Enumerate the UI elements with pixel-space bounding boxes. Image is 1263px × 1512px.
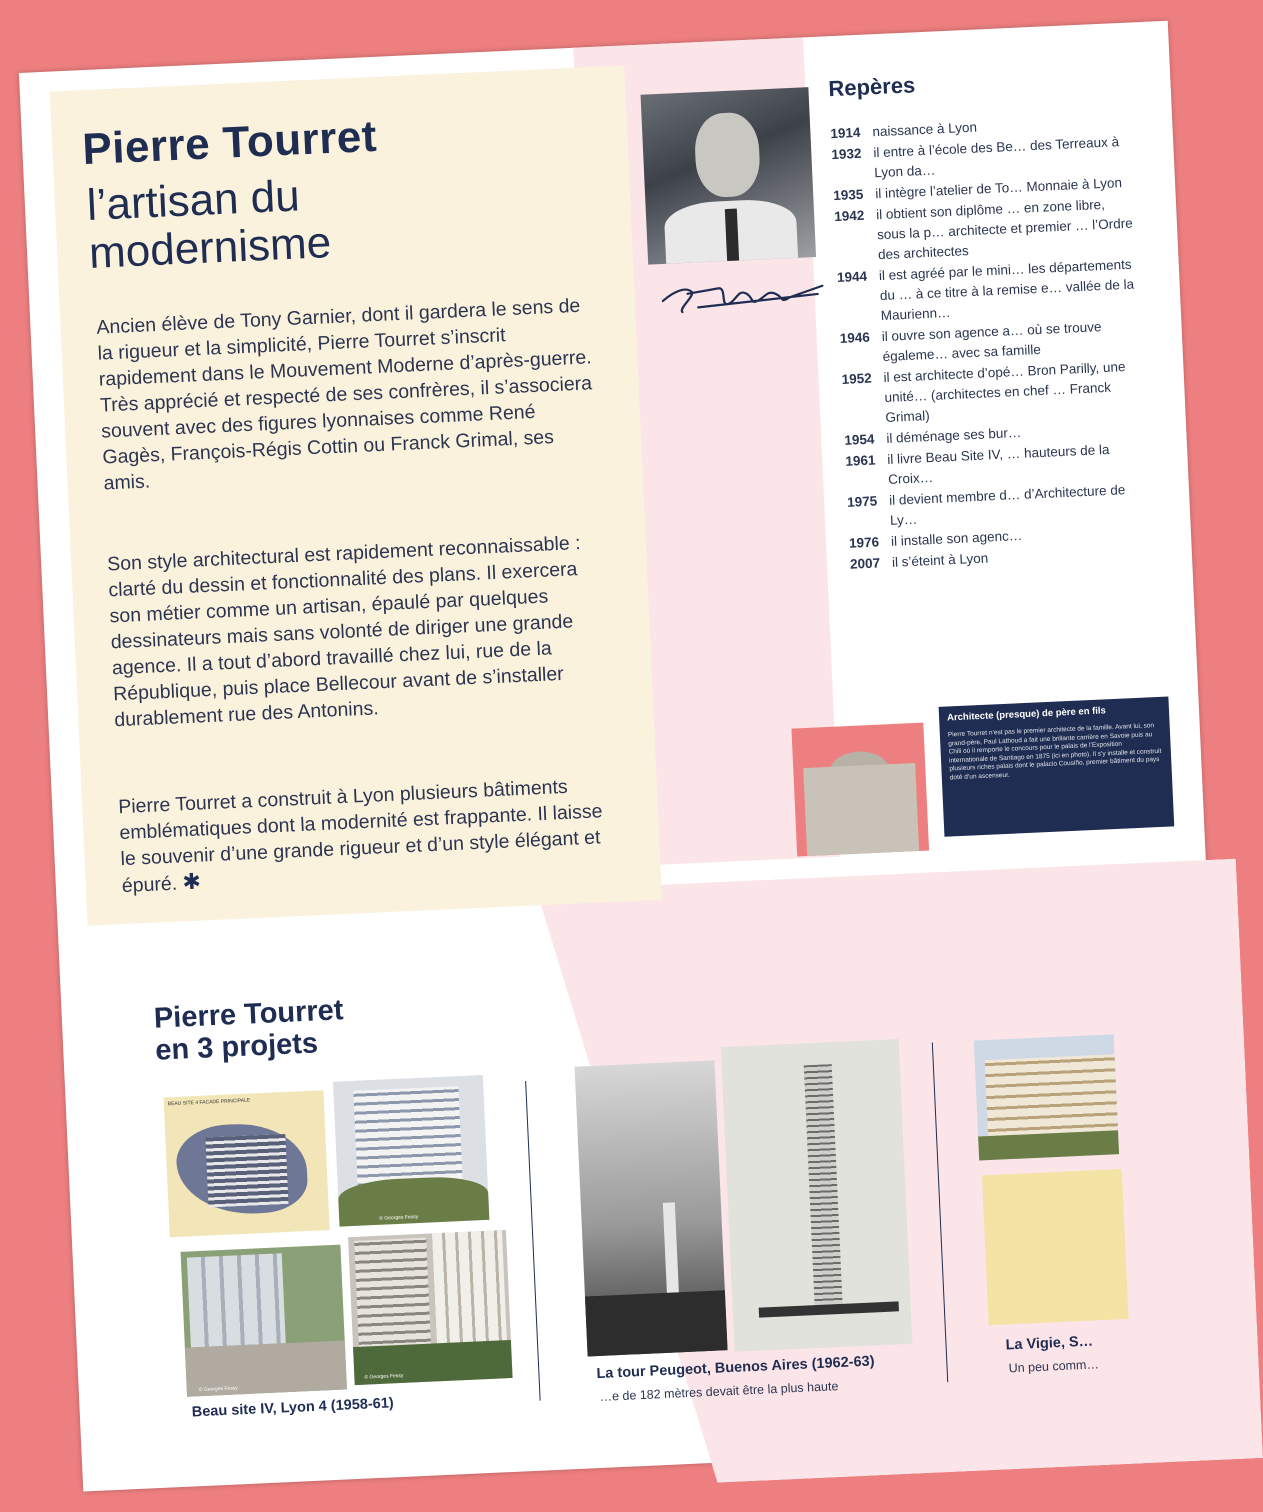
project-caption-1: Beau site IV, Lyon 4 (1958-61) (191, 1395, 395, 1421)
project-caption-2: La tour Peugeot, Buenos Aires (1962-63) (596, 1353, 875, 1383)
tower-base (759, 1301, 899, 1317)
timeline-text: il installe son agenc… (890, 527, 1023, 549)
beau-site-tower-photo (333, 1075, 489, 1227)
timeline-year: 1946 (839, 329, 871, 346)
signature-icon (657, 272, 829, 320)
reperes-title: Repères (827, 72, 916, 102)
building-right (432, 1230, 507, 1353)
intro-paragraph-2: Son style architectural est rapidement reconnaissable : clarté du dessin et fonctionnalité des plans. Il exercera son métier comme un artisan, épaulé par quelques dessinateurs mais sans volonté de diriger une grande agence. Il a tout d’abord travaillé chez lui, rue de la République, puis place Bellecour avant de s’installer durablement rue des Antonins. (106, 531, 581, 732)
architecte-box-text: Pierre Tourret n’est pas le premier architecte de la famille. Avant lui, son grand-père, Paul Lathoud a fait une brillante carrière en Savoie puis au Chili où il remporte le concours pour le palais de l’Exposition internationale de Santiago en 1875 (ici en photo). Il s’y installe et construit plusieurs riches palais dont le palacio Cousiño, premier bâtiment du pays doté d’un ascenseur. (947, 722, 1162, 781)
beau-site-detail-photo (181, 1245, 347, 1397)
city-skyline (585, 1290, 728, 1356)
window-grid (187, 1253, 286, 1347)
page-subtitle: l’artisan du modernisme (85, 171, 333, 278)
la-vigie-building (985, 1054, 1118, 1140)
timeline-text: il devient membre d… d’Architecture de Ly… (888, 482, 1126, 528)
timeline (830, 110, 1170, 576)
projects-title-line-1: Pierre Tourret (153, 994, 345, 1035)
timeline-text: il obtient son diplôme … en zone libre, sous la p… architecte et premier … l’Ordre des architectes (875, 196, 1134, 263)
timeline-year: 1935 (832, 186, 864, 204)
architecte-info-box (939, 696, 1175, 836)
projects-title (153, 994, 345, 1067)
timeline-text: il s’éteint à Lyon (891, 550, 989, 570)
architecte-box-heading: Architecte (presque) de père en fils (946, 705, 1107, 724)
portrait-face (693, 111, 761, 198)
project-text-2: …e de 182 mètres devait être la plus haute (599, 1379, 839, 1404)
portrait-tie (725, 209, 739, 261)
photo-credit: © Georges Fessy (379, 1214, 419, 1222)
timeline-text: il est architecte d’opé… Bron Parilly, une unité… (architectes en chef … Franck Grimal) (883, 359, 1126, 425)
timeline-year: 1954 (844, 431, 875, 448)
photo-credit: © Georges Fessy (198, 1385, 238, 1394)
intro-paragraph-3-text: Pierre Tourret a construit à Lyon plusieurs bâtiments emblématiques dont la modernité est frappante. Il laisse le souvenir d’une grande rigueur et d’un style élégant et épuré. (117, 775, 603, 898)
tour-peugeot-drawing (721, 1039, 913, 1352)
timeline-text: il intègre l’atelier de To… Monnaie à Lyon (874, 175, 1123, 202)
timeline-year: 1975 (846, 493, 878, 510)
poster-paper (19, 21, 1232, 1492)
plan-caption: BEAU SITE 4 FACADE PRINCIPALE (167, 1097, 251, 1108)
tour-peugeot-photo (575, 1060, 728, 1356)
la-vigie-plan (982, 1169, 1129, 1325)
timeline-text: il ouvre son agence a… où se trouve égaleme… avec sa famille (881, 319, 1102, 365)
page-title: Pierre Tourret (81, 111, 378, 175)
photo-credit: © Georges Fessy (364, 1372, 404, 1381)
timeline-year: 1932 (831, 145, 862, 163)
beau-site-plan-image (164, 1090, 330, 1237)
timeline-text: naissance à Lyon (872, 119, 978, 140)
project-text-3: Un peu comm… (1008, 1357, 1100, 1376)
timeline-year: 1942 (833, 207, 865, 225)
column-divider (525, 1081, 541, 1401)
end-mark-icon: ✱ (181, 868, 202, 895)
beau-site-buildings-photo (348, 1230, 513, 1385)
palace-building (803, 763, 919, 856)
timeline-text: il livre Beau Site IV, … hauteurs de la Croix… (886, 441, 1110, 487)
timeline-text: il est agréé par le mini… les départements du … à ce titre à la remise e… vallée de la Maurienn… (878, 256, 1135, 324)
intro-paragraph-3 (118, 772, 617, 899)
timeline-year: 1976 (848, 534, 880, 551)
santiago-palace-photo (791, 723, 929, 857)
intro-paragraph-1: Ancien élève de Tony Garnier, dont il gardera le sens de la rigueur et la simplicité, Pierre Tourret s’inscrit rapidement dans le Mouvement Moderne d’après-guerre. Très apprécié et respecté de ses confrères, il s’associera souvent avec des figures lyonnaises comme René Gagès, François-Régis Cottin ou Franck Grimal, ses amis. (96, 294, 593, 495)
timeline-year: 1944 (836, 268, 868, 286)
project-caption-3: La Vigie, S… (1005, 1333, 1094, 1354)
timeline-year: 1952 (841, 370, 872, 387)
portrait-photo (641, 87, 817, 264)
la-vigie-photo (974, 1034, 1119, 1160)
timeline-text: il entre à l’école des Be… des Terreaux à Lyon da… (873, 134, 1120, 181)
plan-facade (205, 1134, 288, 1208)
timeline-year: 2007 (849, 555, 881, 572)
timeline-year: 1961 (845, 452, 876, 469)
timeline-text: il déménage ses bur… (886, 424, 1022, 446)
building-left (354, 1238, 431, 1351)
tower-drawing (804, 1064, 843, 1305)
timeline-year: 1914 (830, 124, 861, 142)
projects-title-line-2: en 3 projets (154, 1027, 319, 1067)
